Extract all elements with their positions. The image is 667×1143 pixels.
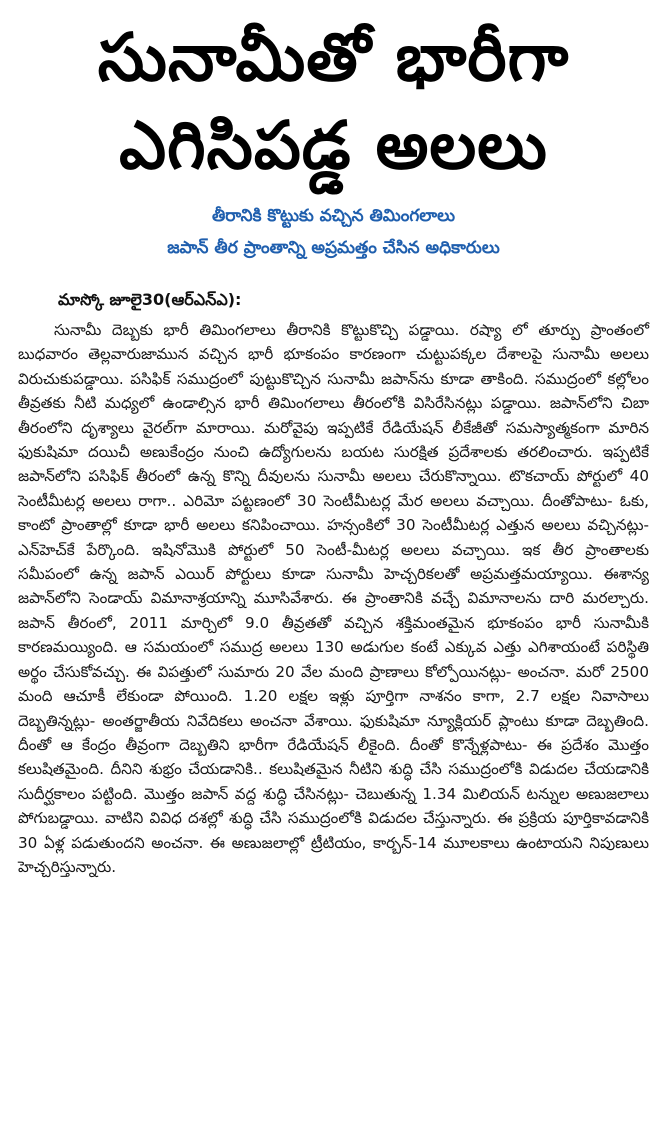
subheadline-2: జపాన్‌ తీర ప్రాంతాన్ని అప్రమత్తం చేసిన అధికారులు: [167, 238, 500, 258]
headline-line-1: సునామీతో భారీగా: [97, 19, 570, 96]
dateline: మాస్కో జూలై30(ఆర్‌ఎన్‌ఎ):: [58, 290, 242, 309]
headline: [18, 0, 649, 190]
article-body: సునామీ దెబ్బకు భారీ తిమింగలాలు తీరానికి కొట్టుకొచ్చి పడ్డాయి. రష్యా లో తూర్పు ప్రాంతంలో బుధవారం తెల్లవారుజామున వచ్చిన భారీ భూకంపం కారణంగా చుట్టుపక్కల దేశాలపై సునామీ అలలు విరుచుకుపడ్డాయి. పసిఫిక్‌ సముద్రంలో పుట్టుకొచ్చిన సునామీ జపాన్‌ను కూడా తాకింది. సముద్రంలో కల్లోలం తీవ్రతకు నీటి మధ్యలో ఉండాల్సిన భారీ తిమింగలాలు తీరంలోకి విసిరేసినట్లు పడ్డాయి. జపాన్‌లోని చిబా తీరంలోని దృశ్యాలు వైరల్‌గా మారాయి. మరోవైపు ఇప్పటికే రేడియేషన్‌ లీకేజీతో సమస్యాత్మకంగా మారిన ఫుకుషిమా దయిచీ అణుకేంద్రం నుంచి ఉద్యోగులను బయట సురక్షిత ప్రదేశాలకు తరలించారు. ఇప్పటికే జపాన్‌లోని పసిఫిక్‌ తీరంలో ఉన్న కొన్ని దీవులను సునామీ అలలు చేరుకొన్నాయి. టొకచాయ్‌ పోర్టులో 40 సెంటీమీటర్ల అలలు రాగా.. ఎరిమో పట్టణంలో 30 సెంటీమీటర్ల మేర అలలు వచ్చాయి. దీంతోపాటు- ఓకు, కాంటో ప్రాంతాల్లో కూడా భారీ అలలు కనిపించాయి. హన్సంకిలో 30 సెంటీమీటర్ల ఎత్తున అలలు వచ్చినట్లు- ఎన్‌హెచ్‌కే పేర్కొంది. ఇషినోమొకి పోర్టులో 50 సెంటీ-మీటర్ల అలలు వచ్చాయి. ఇక తీర ప్రాంతాలకు సమీపంలో ఉన్న జపాన్‌ ఎయిర్‌ పోర్టులు కూడా సునామీ హెచ్చరికలతో అప్రమత్తమయ్యాయి. ఈశాన్య జపాన్‌లోని సెండాయ్‌ విమానాశ్రయాన్ని మూసివేశారు. ఈ ప్రాంతానికి వచ్చే విమానాలను దారి మరల్చారు. జపాన్‌ తీరంలో, 2011 మార్చిలో 9.0 తీవ్రతతో వచ్చిన శక్తిమంతమైన భూకంపం భారీ సునామీకి కారణమయ్యింది. ఆ సమయంలో సముద్ర అలలు 130 అడుగుల కంటే ఎక్కువ ఎత్తు ఎగిశాయంటే పరిస్థితి అర్థం చేసుకోవచ్చు. ఈ విపత్తులో సుమారు 20 వేల మంది ప్రాణాలు కోల్పోయినట్లు- అంచనా. మరో 2500 మంది ఆచూకీ లేకుండా పోయింది. 1.20 లక్షల ఇళ్లు పూర్తిగా నాశనం కాగా, 2.7 లక్షల నివాసాలు దెబ్బతిన్నట్లు- అంతర్జాతీయ నివేదికలు అంచనా వేశాయి. ఫుకుషిమా న్యూక్లియర్‌ ప్లాంటు కూడా దెబ్బతింది. దీంతో ఆ కేంద్రం తీవ్రంగా దెబ్బతిని భారీగా రేడియేషన్‌ లీకైంది. దీంతో కొన్నేళ్లపాటు- ఈ ప్రదేశం మొత్తం కలుషితమైంది. దీనిని శుభ్రం చేయడానికి.. కలుషితమైన నీటిని శుద్ధి చేసి సముద్రంలోకి విడుదల చేయడానికి సుదీర్ఘకాలం పట్టింది. మొత్తం జపాన్‌ వద్ద శుద్ధి చేసినట్లు- చెబుతున్న 1.34 మిలియన్‌ టన్నుల అణుజలాలు పోగుబడ్డాయి. వాటిని వివిధ దశల్లో శుద్ధి చేసి సముద్రంలోకి విడుదల చేస్తున్నారు. ఈ ప్రక్రియ పూర్తికావడానికి 30 ఏళ్ల పడుతుందని అంచనా. ఈ అణుజలాల్లో ట్రీటియం, కార్బన్‌-14 మూలకాలు ఉంటాయని నిపుణులు హెచ్చరిస్తున్నారు.: [18, 321, 650, 876]
subheadlines: [18, 200, 649, 264]
subheadline-1: తీరానికి కొట్టుకు వచ్చిన తిమింగలాలు: [211, 206, 456, 226]
headline-line-2: ఎగిసిపడ్డ అలలు: [119, 107, 548, 184]
